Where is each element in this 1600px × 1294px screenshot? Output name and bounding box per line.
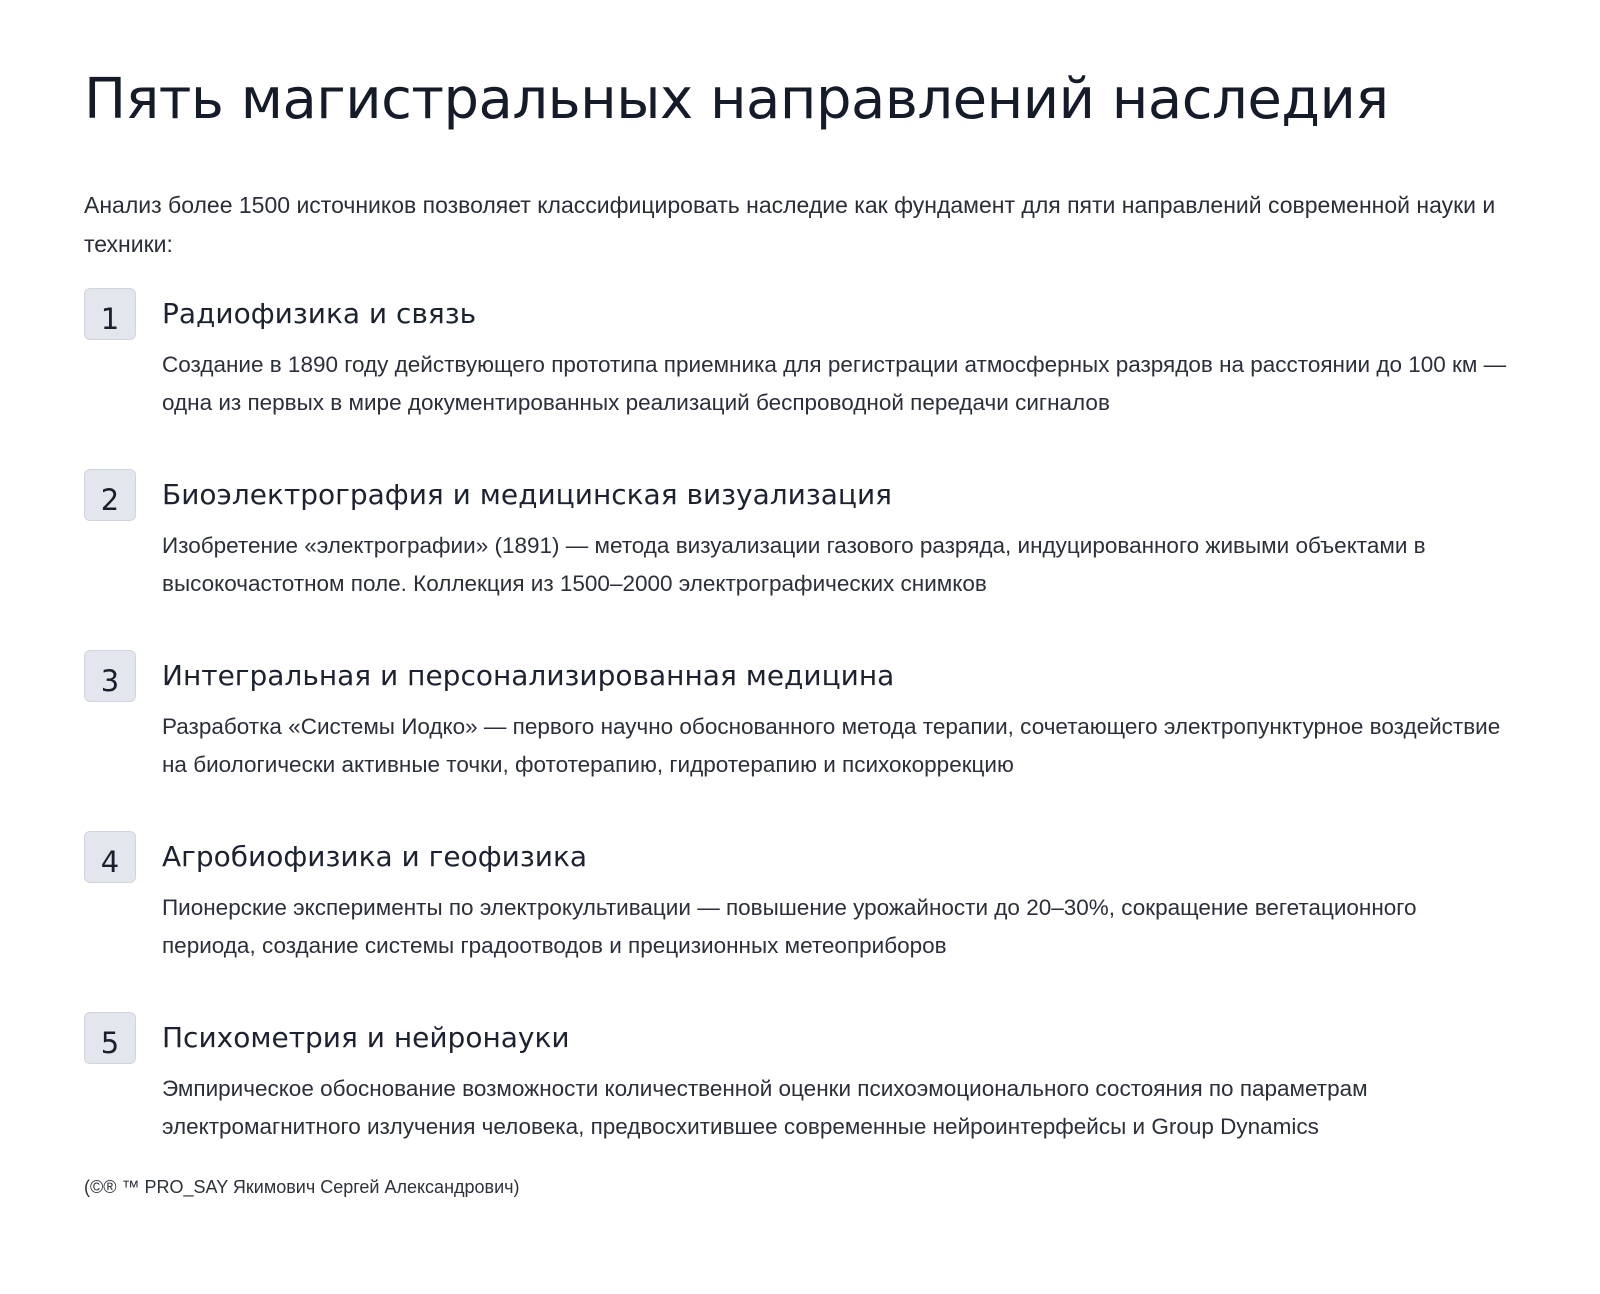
item-description: Изобретение «электрографии» (1891) — метода визуализации газового разряда, индуцированного живыми объектами в высокочастотном поле. Коллекция из 1500–2000 электрографических снимков [162,533,1426,596]
list-item [84,469,1524,619]
item-title: Радиофизика и связь [162,297,477,330]
item-number-badge: 5 [84,1012,136,1064]
item-number-badge: 1 [84,288,136,340]
page-title: Пять магистральных направлений наследия [84,67,1389,132]
item-title: Агробиофизика и геофизика [162,840,588,873]
list-item [84,1012,1524,1162]
list-item [84,650,1524,800]
item-title: Интегральная и персонализированная медицина [162,659,895,692]
copyright-footer: (©® ™ PRO_SAY Якимович Сергей Александрович) [84,1177,520,1197]
item-number-badge: 3 [84,650,136,702]
intro-paragraph: Анализ более 1500 источников позволяет классифицировать наследие как фундамент для пяти направлений современной науки и техники: [84,192,1496,257]
item-number-badge: 2 [84,469,136,521]
list-item [84,831,1524,981]
item-title: Биоэлектрография и медицинская визуализация [162,478,893,511]
item-description: Создание в 1890 году действующего прототипа приемника для регистрации атмосферных разрядов на расстоянии до 100 км — одна из первых в мире документированных реализаций беспроводной передачи сигналов [162,352,1507,415]
item-description: Пионерские эксперименты по электрокультивации — повышение урожайности до 20–30%, сокращение вегетационного периода, создание системы градоотводов и прецизионных метеоприборов [162,895,1417,958]
item-description: Эмпирическое обоснование возможности количественной оценки психоэмоционального состояния по параметрам электромагнитного излучения человека, предвосхитившее современные нейроинтерфейсы и Group Dynamics [162,1076,1368,1139]
item-description: Разработка «Системы Иодко» — первого научно обоснованного метода терапии, сочетающего электропунктурное воздействие на биологически активные точки, фототерапию, гидротерапию и психокоррекцию [162,714,1501,777]
list-item [84,288,1524,438]
item-title: Психометрия и нейронауки [162,1021,570,1054]
item-number-badge: 4 [84,831,136,883]
